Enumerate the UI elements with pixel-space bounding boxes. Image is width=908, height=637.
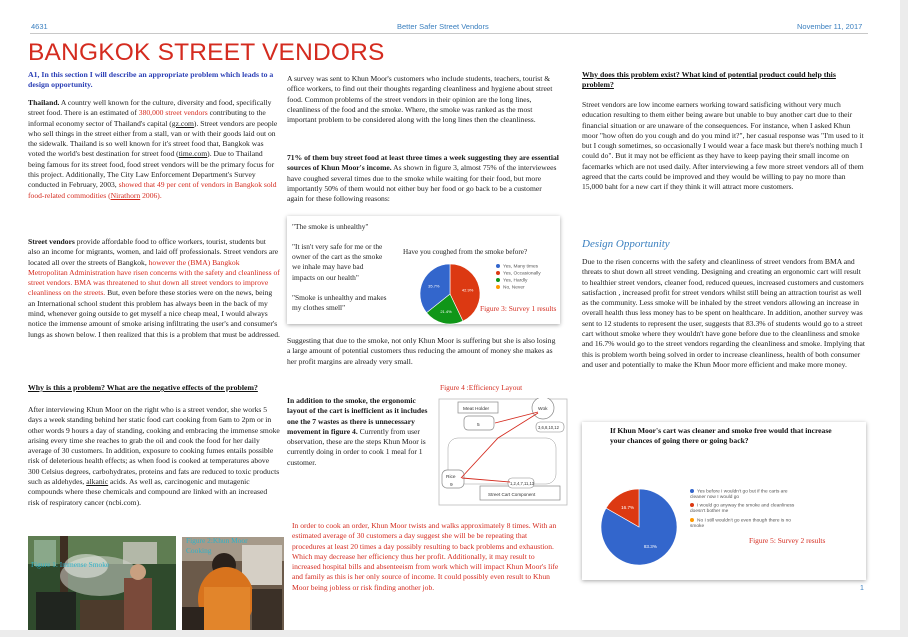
diagram-meat-holder-label: Meat Holder	[463, 407, 490, 412]
footer-page-number: 1	[860, 585, 864, 592]
quote-not-safe: "It isn't very safe for me or the owner of the cart as the smoke we inhale may have bad impacts on our health"	[292, 242, 383, 282]
paragraph-design-opportunity: Due to the risen concerns with the safety and cleanliness of street vendors from BMA and threats to shut down all street vending. Designing and creating an ergonomic cart will result to healthier street vendors, cleaner food, reduced queues, increased customers and customers satisfaction , increased profit for street vendors whilst still being an attraction tourist as well as the community. Less smoke will be inhaled by the street vendors allowing an increase in overall health thus less money has to be spent on healthcare. In addition, another survey was sent to 12 students to represent the user, suggests that 83.3% of students would go to a street cart without smoke where they wouldn't have gone before due to the cleanliness and smoke and 16.7% would go to the street vendors regarding the cleanliness and smoke. Implying that this is problem worth being solved in order to increase cleanliness, health of both consumer and user and potentially to make the Khun Moor more efficient and make more money.	[582, 257, 866, 369]
diagram-cart-label: Street Cart Component	[488, 492, 536, 497]
paragraph-thailand: Thailand. A country well known for the culture, diversity and food, specifically street food. There is an estimated of 380,000 street vendors contributing to the informal economy sector of Thailand's capital (gz.com). Street vendors are people who sell things in the street either from a stall, van or with their goods laid out on the sidewalk. Thailand is so well known for it's street food that, Bangkok was voted the world's best destination for street food (time.com). Due to Thailand being famous for its street food, food street vendors will be the primary focus for this project. Additionally, The City Law Enforcement Department's Survey conducted in February, 2003, showed that 49 per cent of vendors in Bangkok sold food-related commodities (Nirathorn 2006).	[28, 98, 278, 200]
figure-4-caption: Figure 4 :Efficiency Layout	[440, 383, 523, 392]
section-a1-heading: A1, In this section I will describe an appropriate problem which leads to a design opportunity.	[28, 70, 274, 90]
survey-2-legend-item: No I still wouldn't go even though there is no smoke	[690, 518, 791, 530]
paragraph-interview: After interviewing Khun Moor on the right who is a street vendor, she works 5 days a week standing behind her static food cart cooking from 6am to 2pm or in other words 9 hours a day of standing, cooking and embracing the immense smoke arising every time she reaches to grab the oil and cook the food for her daily average of 30 customers. In addition, exposure to cooking fumes entails possible risk of deleterious health effects; as when food is cooked at temperatures above 300 Celsius degrees, carbohydrates, proteins and fats are reduced to toxic products such as aldehydes, alkanic acids. As well as, carcinogenic and mutagenic compounds where these chemicals and compound are linked with an increased risk of respiratory cancer (ncbi.com).	[28, 405, 280, 507]
survey-finding-bold: 71% of them buy street food at least three times a week suggesting they are essential sources of Khun Moor's income.	[287, 153, 559, 173]
diagram-meat-step: 5	[477, 423, 480, 428]
pie-slice-label: 21.4%	[440, 309, 452, 314]
paragraph-losing-customers: Suggesting that due to the smoke, not only Khun Moor is suffering but she is also losing a large amount of potential customers thus reducing the amount of money she makes as her profit margins are already very small.	[287, 336, 556, 366]
highlight-vendor-count: 380,000 street vendors	[138, 108, 208, 118]
paragraph-survey-intro: A survey was sent to Khun Moor's customers who include students, teachers, tourist & office workers, to find out their thoughts regarding cleanliness and hygiene about street food. Common problems of the street vendors in their opinion are the long lines, cleanliness of the food and the smoke. Where, the smoke was ranked as the most important problem to be considered along with the long lines then the cleanliness.	[287, 74, 553, 125]
header-title: Better Safer Street Vendors	[397, 22, 489, 31]
quote-unhealthy: "The smoke is unhealthy"	[292, 222, 369, 231]
diagram-rice-label: Rice	[446, 475, 456, 480]
survey-2-legend-item: Yes before I wouldn't go but if the carts are cleaner now I would go	[690, 489, 788, 501]
smoke-photo	[28, 536, 176, 630]
paragraph-survey-findings: 71% of them buy street food at least three times a week suggesting they are essential sources of Khun Moor's income. As shown in figure 3, almost 75% of the interviewees have coughed several times due to the smoke while waiting for their food, but more importantly 50% of them would not either buy her food or go back to be a customer again for these following reasons:	[287, 153, 559, 204]
survey-1-pie-chart	[418, 262, 482, 326]
diagram-wok-label: Wok	[538, 407, 548, 412]
header-divider	[30, 33, 868, 34]
legend-swatch	[496, 264, 500, 268]
header-date: November 11, 2017	[797, 22, 863, 31]
figure-3-caption: Figure 3: Survey 1 results	[480, 304, 557, 313]
survey-1-pie-slices	[420, 264, 480, 324]
diagram-path-steps: 1,2,4,7,11,13	[510, 481, 535, 486]
section-why-exist-heading: Why does this problem exist? What kind of potential product could help this problem?	[582, 70, 836, 90]
smoke-photo-image	[28, 536, 176, 630]
ergonomics-bold: In addition to the smoke, the ergonomic layout of the cart is inefficient as it includes one the 7 wastes as there is unnecessary movement in figure 4.	[287, 396, 428, 436]
paragraph-ergonomics: In addition to the smoke, the ergonomic layout of the cart is inefficient as it includes one the 7 wastes as there is unnecessary movement in figure 4. Currently from user observation, these are the steps Khun Moor is currently doing in order to cook 1 meal for 1 customer.	[287, 396, 428, 467]
legend-swatch	[496, 271, 500, 275]
figure-2-caption: Figure 2:Khun Moor Cooking	[186, 536, 248, 555]
survey-2-legend-item: I would go anyway the smoke and cleanliness doesn't bother me	[690, 503, 795, 515]
page-title: BANGKOK STREET VENDORS	[28, 39, 385, 66]
pie-slice-label: 35.7%	[428, 283, 440, 289]
lead-thailand: Thailand.	[28, 98, 60, 107]
citation-link[interactable]: time.com	[178, 149, 208, 159]
paragraph-street-vendors: Street vendors provide affordable food to office workers, tourist, students but also an income for migrants, women, and laid off professionals. Street vendors are located all over the streets of Bangkok, however the (BMA) Bangkok Metropolitan Administration have risen concerns with the safety and cleanliness of street vendors. BMA was threatened to shut down all street vendors to improve cleanliness on the streets. But, even before these stories were on the news, being an International school student this problem has always been in the back of my mind, whenever going outside to get myself a nice cheap meal, I would always notice the immense amount of smoke arising infiltrating the user's and consumer's lungs as shown below. I then realized that this is a problem that must be addressed.	[28, 237, 280, 339]
survey-1-legend-item: Yes, Many times	[496, 264, 538, 269]
survey-2-pie-chart	[598, 486, 680, 568]
citation-link[interactable]: Nirathorn	[110, 190, 141, 200]
highlight-bma-concerns: however the (BMA) Bangkok Metropolitan Administration have risen concerns with the safety and cleanliness of street vendors. BMA was threatened to shut down all street vendors to improve cleanliness on the streets.	[28, 257, 280, 298]
header-page-number: 4631	[31, 22, 48, 31]
paragraph-why-exist: Street vendors are low income earners working toward satisficing without very much education resulting to them either being aware but unable to buy another cart due to their financial situation or are unaware of the consequences. For instance, when I asked Khun moor "how often do you cough and do you mind it?", her casual response was "I'm used to it but I cough sometimes, so occasionally I would wear a face mask but there's nothing much I could do". But it may not be efficient as they have to keep paying their small income on facemarks which are not used daily. After interviewing a few more street vendors all of them agreed that the carts could be improved and they would be willing to pay no more than 15,000 baht for a new cart if they think it will attract more customers.	[582, 100, 864, 192]
figure-1-caption: Figure 1: Immense Smoke	[31, 560, 110, 569]
survey-2-pie-slices	[601, 489, 677, 565]
figure-5-caption: Figure 5: Survey 2 results	[749, 536, 826, 545]
survey-1-legend-item: No, Never	[496, 285, 525, 290]
legend-swatch	[496, 285, 500, 289]
lead-street-vendors: Street vendors	[28, 237, 75, 246]
pie-slice-label: 16.7%	[621, 504, 635, 510]
legend-swatch	[496, 278, 500, 282]
paragraph-twists-walks: In order to cook an order, Khun Moor twists and walks approximately 8 times. With an estimated average of 30 customers a day suggest she will be be repeating that procedures at least 20 times a day possibly resulting to back problems and exhaustion. Which may decrease her efficiency thus her profit. Additionally, it may result to increased hospital bills and absenteeism from work which will impact Khun Moor's life and family as this is her only source of income. It could possibly even result to Khun Moor being jobless or risk finding another job.	[292, 521, 559, 592]
legend-swatch	[690, 503, 694, 507]
citation-link[interactable]: gz.com	[171, 118, 194, 128]
survey-1-legend-item: Yes, Occasionally	[496, 271, 541, 276]
legend-swatch	[690, 518, 694, 522]
legend-swatch	[690, 489, 694, 493]
section-why-problem-heading: Why is this a problem? What are the negative effects of the problem?	[28, 383, 258, 392]
diagram-path-steps: 3,6,8,10,12	[538, 425, 559, 430]
efficiency-layout-diagram	[438, 398, 568, 506]
citation-link[interactable]: alkanic	[86, 477, 109, 487]
pie-slice-label: 83.3%	[643, 544, 657, 550]
survey-2-title: If Khun Moor's cart was cleaner and smoke free would that increase your chances of going there or going back?	[610, 426, 832, 445]
survey-1-title: Have you coughed from the smoke before?	[403, 248, 528, 256]
diagram-rice-step: 9	[450, 483, 453, 488]
quote-smell: "Smoke is unhealthy and makes my clothes smell"	[292, 293, 387, 313]
survey-1-legend-item: Yes, Hardly	[496, 278, 527, 283]
pie-slice-label: 42.9%	[461, 287, 474, 293]
section-design-opportunity-heading: Design Opportunity	[582, 238, 670, 250]
